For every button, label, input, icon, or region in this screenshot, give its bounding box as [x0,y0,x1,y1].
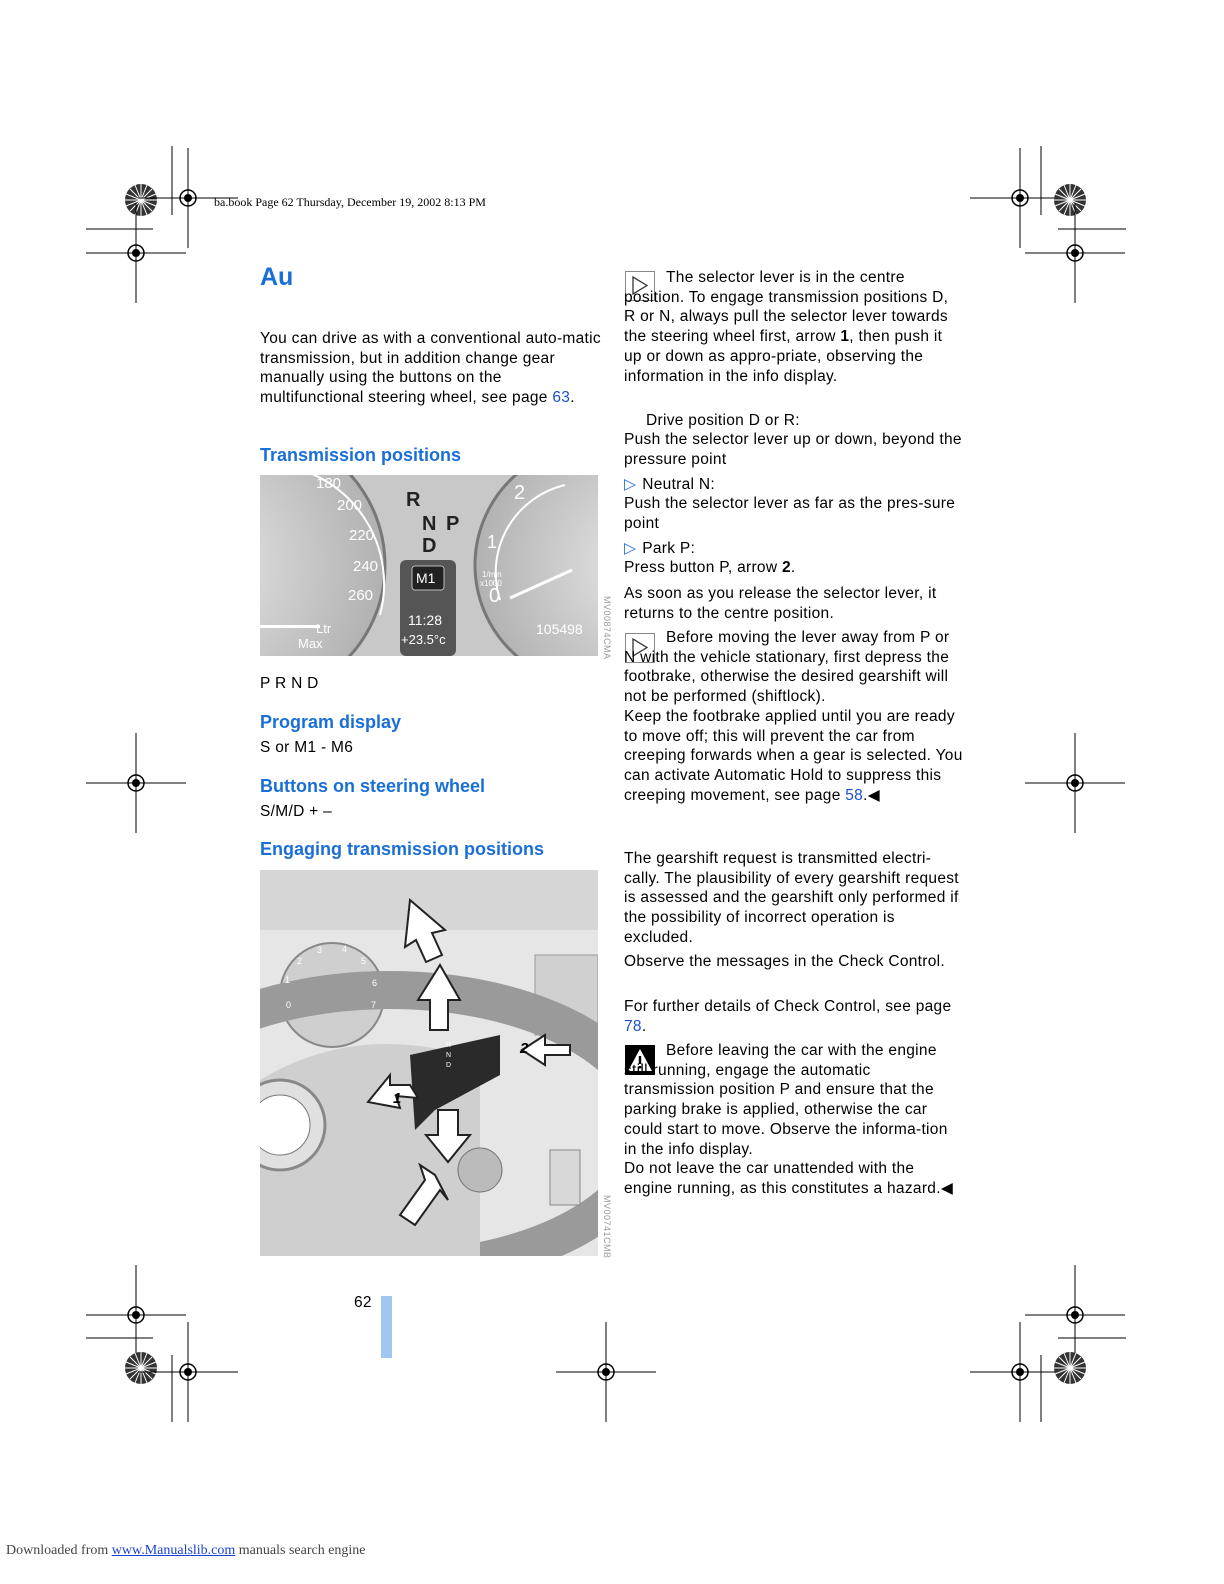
dial-number: 7 [371,1000,377,1010]
footer-suffix: manuals search engine [235,1543,366,1558]
note1-paragraph [624,268,964,386]
rpm-tick: 0 [489,585,501,607]
crosshair-icon [86,733,186,833]
neutral-text: Push the selector lever as far as the pres-sure point [624,495,956,532]
speed-tick: 180 [316,475,342,492]
speed-tick: 200 [337,497,363,514]
note2-text-b: Keep the footbrake applied until you are ready to move off; this will prevent the car from creeping forwards when a gear is selected. You can activate Automatic Hold to suppress this creeping movement, see page [624,707,963,804]
intro-text: You can drive as with a conventional auto-matic transmission, but in addition change gear manually using the buttons on the multifunctional steering wheel, see page [260,330,601,407]
crosshair-icon [86,203,186,303]
positions-text: P R N D [260,675,319,692]
note2-end: . [863,786,868,804]
crosshair-icon [1025,203,1125,303]
neutral-title-row [624,475,715,495]
temperature-readout: +23.5°c [401,632,446,647]
warning-text-a: Before leaving the car with the engine still running, engage the automatic transmission position P and ensure that the parking brake is applied, otherwise the car could start to move. Observe the informa-tion in the info display. [624,1042,948,1158]
program-display: M1 [416,570,436,586]
warning-text-b: Do not leave the car unattended with the engine running, as this constitutes a hazard. [624,1160,941,1197]
crosshair-icon [1025,1265,1125,1365]
gear-n: N [422,513,437,535]
steering-wheel-svg [260,870,598,1256]
gear-p: P [446,513,460,535]
note1-arrow-number: 1 [840,328,850,346]
section-title-transmission-positions: Transmission positions [260,445,462,465]
end-mark-icon: ◀ [940,1179,954,1197]
rpm-unit: x1000 [480,579,502,588]
page-tab-bar [381,1296,392,1358]
note1-arrow-text: arrow [795,328,841,346]
intro-end: . [570,389,575,407]
star-mark-icon [125,1352,157,1384]
footer-prefix: Downloaded from [6,1543,112,1558]
lever-label: R [446,1042,452,1049]
release-text: As soon as you release the selector lever, it returns to the centre position. [624,585,937,622]
gearshift-text: The gearshift request is transmitted electri-cally. The plausibility of every gearshift request is assessed and the gearshift only performed if the possibility of incorrect operation is excluded. [624,850,959,946]
fuel-max-label: Max [298,636,323,651]
page-title: Au [260,263,294,291]
fuel-label: Ltr [316,621,332,636]
figure-code: MV00741CMB [602,1195,612,1259]
crosshair-icon [138,1322,238,1422]
observe-text: Observe the messages in the Check Control. [624,953,946,970]
page-number: 62 [354,1294,372,1311]
book-info-line: ba.book Page 62 Thursday, December 19, 2002 8:13 PM [214,195,486,209]
arrow-1-label: 1 [393,1090,402,1107]
manualslib-link[interactable]: www.Manualslib.com [111,1543,236,1558]
arrow-2-label: 2 [520,1040,529,1057]
crosshair-icon [556,1322,656,1422]
warning-paragraph [624,1041,964,1199]
further-text: For further details of Check Control, see page [624,998,952,1015]
star-mark-icon [1054,1352,1086,1384]
figure-code: MV00874CMA [602,596,612,660]
park-arrow-number: 2 [781,559,791,576]
crosshair-icon [1025,733,1125,833]
gear-r: R [406,489,421,511]
rpm-unit: 1/min [482,570,502,579]
odometer-readout: 105498 [536,621,583,637]
buttons-text: S/M/D + – [260,803,333,820]
footer [6,1543,366,1559]
bullet-triangle-icon: ▷ [624,476,637,493]
note1-text: The selector lever is in the centre position. To engage transmission positions D, R or N, always pull the selector lever towards the steering wheel first, [624,269,949,346]
note2-text-a: Before moving the lever away from P or N with the vehicle stationary, first depress the footbrake, otherwise the desired gearshift will not be performed (shiftlock). [624,629,950,706]
dial-number: 6 [372,978,378,988]
bullet-triangle-icon: ▷ [624,540,637,557]
steering-wheel-figure [260,870,598,1256]
speed-tick: 260 [348,587,374,604]
park-text [624,558,964,578]
section-title-engaging-positions: Engaging transmission positions [260,839,545,859]
neutral-title: Neutral N: [642,476,716,493]
rpm-tick: 2 [514,482,526,504]
dial-number: 5 [361,956,367,966]
further-end: . [641,1017,647,1035]
note1-text-end: , then push it up or down as appro-priate, observing the information in the info display. [624,328,943,385]
speed-tick: 220 [349,527,375,544]
star-mark-icon [1054,184,1086,216]
instrument-cluster-figure [260,475,598,656]
gear-d: D [422,535,437,557]
dial-number: 1 [285,975,291,985]
star-mark-icon [125,184,157,216]
dial-number: 3 [317,945,323,955]
intro-paragraph [260,329,605,408]
drive-title: Drive position D or R: [646,412,800,429]
note2-paragraph [624,628,964,805]
drive-text: Push the selector lever up or down, beyond the pressure point [624,431,962,468]
section-title-program-display: Program display [260,712,402,732]
page-link-78[interactable]: 78 [624,1017,642,1035]
section-title-buttons-steering-wheel: Buttons on steering wheel [260,776,486,796]
dial-number: 2 [297,956,303,966]
park-title-row [624,539,695,559]
further-details-text [624,997,964,1036]
lever-label: D [446,1062,452,1069]
page-link-63[interactable]: 63 [552,389,571,407]
end-mark-icon: ◀ [867,786,880,804]
dial-number: 0 [286,1000,292,1010]
speed-tick: 240 [353,558,379,575]
page-link-58[interactable]: 58 [845,786,864,804]
park-text-a: Press button P, arrow [624,559,782,576]
clock-readout: 11:28 [408,612,442,628]
dial-number: 4 [342,944,348,954]
crosshair-icon [86,1265,186,1365]
program-text: S or M1 - M6 [260,739,354,756]
park-text-b: . [790,559,796,576]
lever-label: N [446,1052,452,1059]
rpm-tick: 1 [487,532,498,552]
park-title: Park P: [642,540,696,557]
